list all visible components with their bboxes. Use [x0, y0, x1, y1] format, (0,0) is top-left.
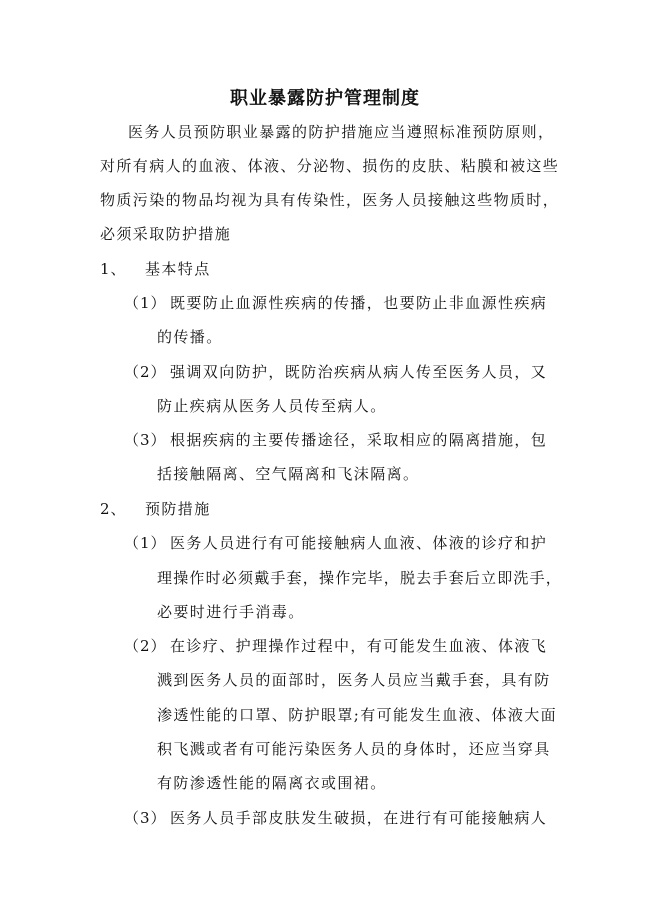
section-heading: 预防措施 [145, 500, 211, 518]
item-text-line: 强调双向防护，既防治疾病从病人传至医务人员，又 [170, 363, 548, 381]
section-heading: 基本特点 [145, 260, 211, 278]
item-text-line: 的传播。 [157, 328, 223, 346]
item-marker: （2） [124, 637, 167, 655]
item-text-line: 医务人员手部皮肤发生破损，在进行有可能接触病人 [170, 809, 548, 827]
item-text-line: 理操作时必须戴手套，操作完毕，脱去手套后立即洗手， [157, 569, 563, 587]
item-text-line: 积飞溅或者有可能污染医务人员的身体时，还应当穿具 [157, 740, 551, 758]
item-text-line: 在诊疗、护理操作过程中，有可能发生血液、体液飞 [170, 637, 548, 655]
item-text-line: 既要防止血源性疾病的传播，也要防止非血源性疾病 [170, 294, 548, 312]
item-text-line: 溅到医务人员的面部时，医务人员应当戴手套，具有防 [157, 671, 551, 689]
item-marker: （1） [124, 534, 167, 552]
item-text-line: 根据疾病的主要传播途径，采取相应的隔离措施，包 [170, 431, 548, 449]
item-text-line: 括接触隔离、空气隔离和飞沫隔离。 [157, 465, 420, 483]
item-text-line: 医务人员进行有可能接触病人血液、体液的诊疗和护 [170, 534, 548, 552]
item-text-line: 必要时进行手消毒。 [157, 603, 305, 621]
page-title: 职业暴露防护管理制度 [230, 88, 420, 109]
item-marker: （2） [124, 363, 167, 381]
item-text-line: 渗透性能的口罩、防护眼罩;有可能发生血液、体液大面 [157, 706, 558, 724]
intro-line: 必须采取防护措施 [100, 225, 232, 243]
item-marker: （3） [124, 431, 167, 449]
intro-line: 对所有病人的血液、体液、分泌物、损伤的皮肤、粘膜和被这些 [100, 157, 560, 175]
intro-line: 医务人员预防职业暴露的防护措施应当遵照标准预防原则， [128, 123, 555, 141]
section-number: 1、 [100, 260, 127, 278]
item-marker: （1） [124, 294, 167, 312]
item-marker: （3） [124, 809, 167, 827]
item-text-line: 有防渗透性能的隔离衣或围裙。 [157, 774, 387, 792]
section-number: 2、 [100, 500, 127, 518]
intro-line: 物质污染的物品均视为具有传染性，医务人员接触这些物质时， [100, 191, 560, 209]
item-text-line: 防止疾病从医务人员传至病人。 [157, 397, 387, 415]
